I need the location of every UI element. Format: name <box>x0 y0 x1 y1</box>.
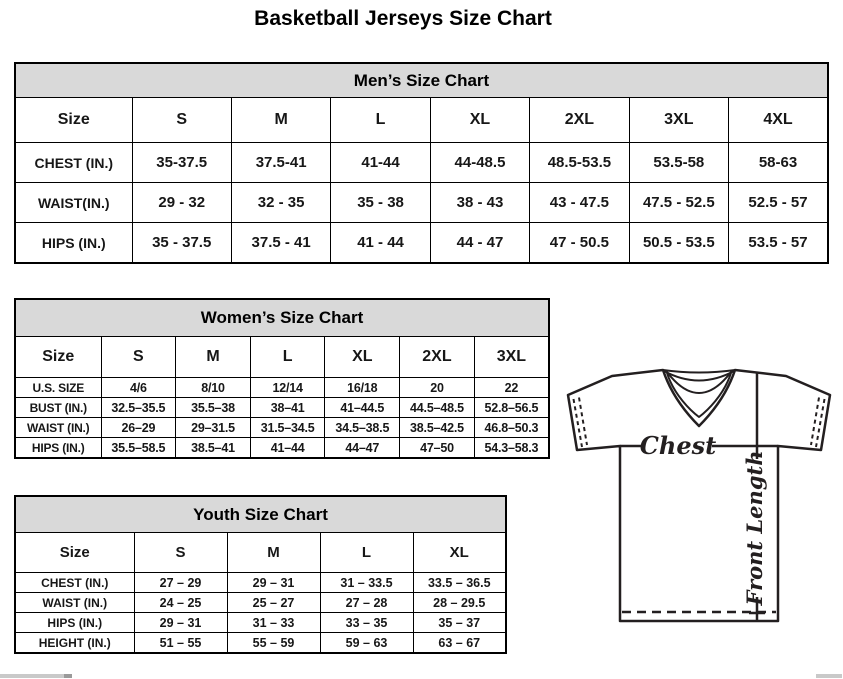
measurement-value-cell: 34.5–38.5 <box>325 418 400 438</box>
measurement-value-cell: 8/10 <box>176 378 251 398</box>
size-column-header-cell: XL <box>430 98 529 143</box>
size-column-header-cell: S <box>132 98 231 143</box>
measurement-row <box>15 143 828 183</box>
size-column-corner-cell: Size <box>15 533 134 573</box>
measurement-value-cell: 12/14 <box>250 378 325 398</box>
youth-size-table <box>14 495 507 654</box>
measurement-value-cell: 46.8–50.3 <box>474 418 549 438</box>
size-column-header-cell: L <box>320 533 413 573</box>
size-column-header-cell: S <box>101 337 176 378</box>
measurement-row-label: HIPS (IN.) <box>15 613 134 633</box>
size-column-header-cell: M <box>176 337 251 378</box>
measurement-row <box>15 573 506 593</box>
measurement-value-cell: 47.5 - 52.5 <box>629 183 728 223</box>
measurement-value-cell: 20 <box>400 378 475 398</box>
measurement-row <box>15 593 506 613</box>
measurement-row-label: WAIST(IN.) <box>15 183 132 223</box>
measurement-value-cell: 29 - 32 <box>132 183 231 223</box>
measurement-value-cell: 31 – 33.5 <box>320 573 413 593</box>
youth-table-title-row <box>15 496 506 533</box>
size-column-header-cell: XL <box>413 533 506 573</box>
size-column-header-cell: L <box>250 337 325 378</box>
measurement-value-cell: 55 – 59 <box>227 633 320 654</box>
measurement-value-cell: 51 – 55 <box>134 633 227 654</box>
collar-band-arc <box>667 372 731 393</box>
measurement-value-cell: 16/18 <box>325 378 400 398</box>
measurement-row-label: U.S. SIZE <box>15 378 101 398</box>
mens-header-row <box>15 98 828 143</box>
measurement-value-cell: 35-37.5 <box>132 143 231 183</box>
measurement-row-label: HIPS (IN.) <box>15 438 101 459</box>
measurement-value-cell: 28 – 29.5 <box>413 593 506 613</box>
measurement-row <box>15 223 828 264</box>
measurement-value-cell: 47–50 <box>400 438 475 459</box>
size-column-header-cell: 2XL <box>530 98 629 143</box>
size-column-header-cell: M <box>227 533 320 573</box>
measurement-row <box>15 398 549 418</box>
table-title: Women’s Size Chart <box>15 299 549 337</box>
measurement-value-cell: 41 - 44 <box>331 223 430 264</box>
measurement-value-cell: 48.5-53.5 <box>530 143 629 183</box>
measurement-value-cell: 44 - 47 <box>430 223 529 264</box>
measurement-value-cell: 37.5 - 41 <box>231 223 330 264</box>
front-length-label: Front Length <box>742 450 767 606</box>
h-scrollbar-fragment-left[interactable] <box>0 674 72 678</box>
size-column-corner-cell: Size <box>15 337 101 378</box>
measurement-value-cell: 35 - 37.5 <box>132 223 231 264</box>
size-column-header-cell: 3XL <box>474 337 549 378</box>
mens-size-table <box>14 62 829 264</box>
collar-back-chord <box>663 370 735 373</box>
youth-header-row <box>15 533 506 573</box>
measurement-value-cell: 32.5–35.5 <box>101 398 176 418</box>
measurement-row <box>15 418 549 438</box>
measurement-value-cell: 38–41 <box>250 398 325 418</box>
measurement-value-cell: 25 – 27 <box>227 593 320 613</box>
measurement-value-cell: 38 - 43 <box>430 183 529 223</box>
measurement-value-cell: 29–31.5 <box>176 418 251 438</box>
measurement-value-cell: 41-44 <box>331 143 430 183</box>
measurement-value-cell: 31 – 33 <box>227 613 320 633</box>
size-column-header-cell: L <box>331 98 430 143</box>
measurement-value-cell: 29 – 31 <box>227 573 320 593</box>
size-column-header-cell: 3XL <box>629 98 728 143</box>
measurement-value-cell: 47 - 50.5 <box>530 223 629 264</box>
measurement-row-label: HEIGHT (IN.) <box>15 633 134 654</box>
measurement-value-cell: 27 – 28 <box>320 593 413 613</box>
womens-header-row <box>15 337 549 378</box>
measurement-value-cell: 44-48.5 <box>430 143 529 183</box>
page-title: Basketball Jerseys Size Chart <box>254 7 552 30</box>
measurement-row-label: WAIST (IN.) <box>15 418 101 438</box>
mens-table-title-row <box>15 63 828 98</box>
measurement-value-cell: 31.5–34.5 <box>250 418 325 438</box>
measurement-value-cell: 41–44.5 <box>325 398 400 418</box>
size-column-header-cell: 2XL <box>400 337 475 378</box>
measurement-value-cell: 4/6 <box>101 378 176 398</box>
h-scrollbar-fragment-right[interactable] <box>816 674 842 678</box>
measurement-value-cell: 41–44 <box>250 438 325 459</box>
measurement-value-cell: 26–29 <box>101 418 176 438</box>
measurement-value-cell: 35 - 38 <box>331 183 430 223</box>
measurement-value-cell: 38.5–42.5 <box>400 418 475 438</box>
jersey-measurement-diagram <box>560 362 840 630</box>
womens-table-title-row <box>15 299 549 337</box>
measurement-value-cell: 35.5–38 <box>176 398 251 418</box>
measurement-value-cell: 44.5–48.5 <box>400 398 475 418</box>
measurement-value-cell: 59 – 63 <box>320 633 413 654</box>
measurement-row <box>15 613 506 633</box>
measurement-value-cell: 27 – 29 <box>134 573 227 593</box>
measurement-value-cell: 29 – 31 <box>134 613 227 633</box>
measurement-value-cell: 44–47 <box>325 438 400 459</box>
measurement-value-cell: 63 – 67 <box>413 633 506 654</box>
measurement-value-cell: 38.5–41 <box>176 438 251 459</box>
measurement-row-label: HIPS (IN.) <box>15 223 132 264</box>
size-column-header-cell: S <box>134 533 227 573</box>
size-column-header-cell: M <box>231 98 330 143</box>
measurement-value-cell: 35 – 37 <box>413 613 506 633</box>
table-title: Youth Size Chart <box>15 496 506 533</box>
jersey-outline-icon <box>568 370 830 621</box>
measurement-row <box>15 183 828 223</box>
measurement-row-label: CHEST (IN.) <box>15 143 132 183</box>
size-column-corner-cell: Size <box>15 98 132 143</box>
measurement-value-cell: 54.3–58.3 <box>474 438 549 459</box>
measurement-row-label: CHEST (IN.) <box>15 573 134 593</box>
chest-label: Chest <box>639 431 717 460</box>
measurement-value-cell: 58-63 <box>729 143 828 183</box>
measurement-value-cell: 33 – 35 <box>320 613 413 633</box>
womens-size-table <box>14 298 550 459</box>
measurement-value-cell: 52.8–56.5 <box>474 398 549 418</box>
measurement-value-cell: 43 - 47.5 <box>530 183 629 223</box>
scrollbar-thumb-edge[interactable] <box>64 674 72 678</box>
measurement-value-cell: 24 – 25 <box>134 593 227 613</box>
measurement-value-cell: 50.5 - 53.5 <box>629 223 728 264</box>
measurement-value-cell: 53.5 - 57 <box>729 223 828 264</box>
measurement-row <box>15 633 506 654</box>
measurement-row-label: BUST (IN.) <box>15 398 101 418</box>
measurement-row <box>15 438 549 459</box>
table-title: Men’s Size Chart <box>15 63 828 98</box>
measurement-value-cell: 32 - 35 <box>231 183 330 223</box>
measurement-value-cell: 22 <box>474 378 549 398</box>
measurement-value-cell: 52.5 - 57 <box>729 183 828 223</box>
size-column-header-cell: XL <box>325 337 400 378</box>
measurement-value-cell: 37.5-41 <box>231 143 330 183</box>
measurement-value-cell: 33.5 – 36.5 <box>413 573 506 593</box>
measurement-value-cell: 53.5-58 <box>629 143 728 183</box>
measurement-row <box>15 378 549 398</box>
size-column-header-cell: 4XL <box>729 98 828 143</box>
measurement-value-cell: 35.5–58.5 <box>101 438 176 459</box>
measurement-row-label: WAIST (IN.) <box>15 593 134 613</box>
